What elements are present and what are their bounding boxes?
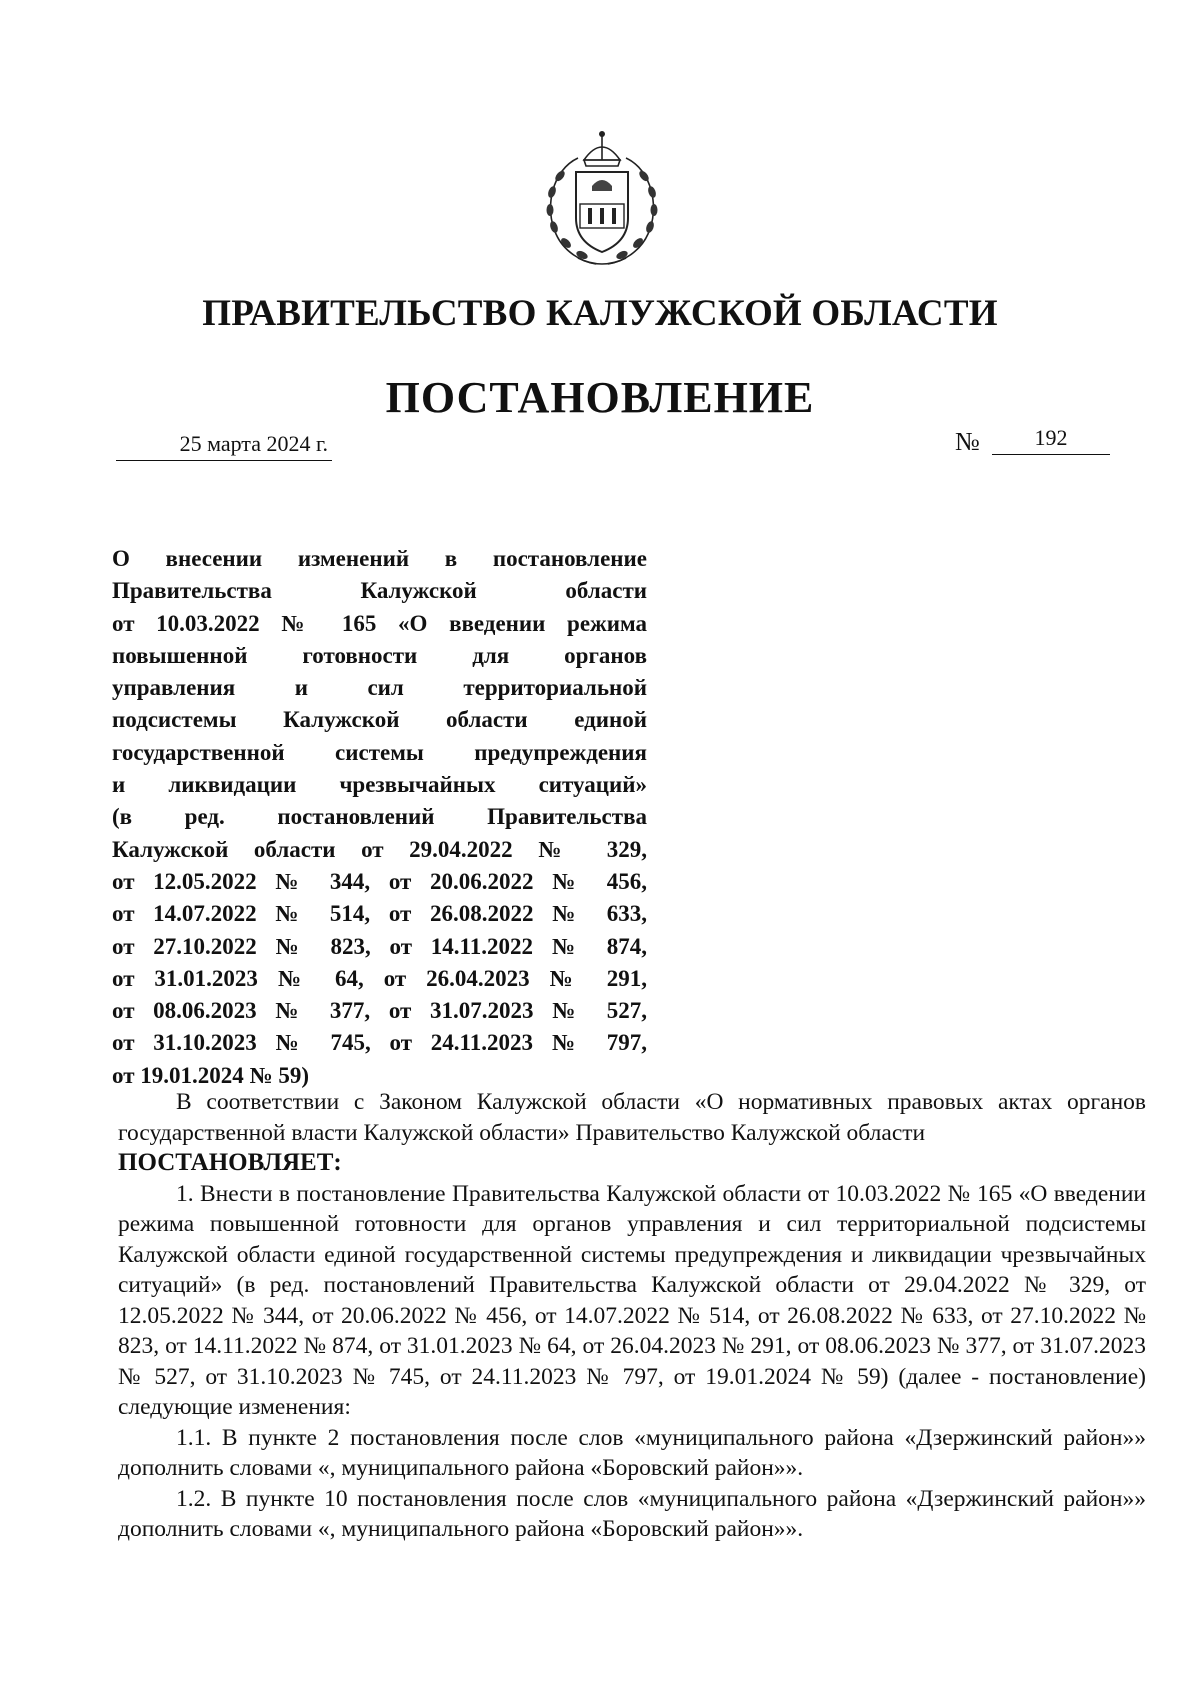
document-date: 25 марта 2024 г.	[116, 427, 332, 461]
item-1-2-paragraph: 1.2. В пункте 10 постановления после слов «муниципального района «Дзержинский район»» дополнить словами «, муниципального района «Боровский район»».	[118, 1485, 1146, 1542]
item-1-paragraph: 1. Внести в постановление Правительства Калужской области от 10.03.2022 № 165 «О введении режима повышенной готовности для органов управления и сил территориальной подсистемы Калужской области единой государственной системы предупреждения и ликвидации чрезвычайных ситуаций» (в ред. постановлений Правительства Калужской области от 29.04.2022 № 329, от 12.05.2022 № 344, от 20.06.2022 № 456, от 14.07.2022 № 514, от 26.08.2022 № 633, от 27.10.2022 № 823, от 14.11.2022 № 874, от 31.01.2023 № 64, от 26.04.2023 № 291, от 08.06.2023 № 377, от 31.07.2023 № 527, от 31.10.2023 № 745, от 24.11.2023 № 797, от 19.01.2024 № 59) (далее - постановление) следующие изменения:	[118, 1180, 1146, 1420]
document-body	[118, 1087, 1146, 1545]
subject-line: государственной системы предупреждения	[112, 739, 647, 765]
document-number-label: №	[955, 427, 980, 456]
subject-line: от 27.10.2022 № 823, от 14.11.2022 № 874,	[112, 933, 647, 959]
decree-word: ПОСТАНОВЛЯЕТ:	[118, 1149, 342, 1176]
document-subject	[112, 543, 647, 1092]
subject-line: от 08.06.2023 № 377, от 31.07.2023 № 527,	[112, 998, 647, 1024]
subject-line: Калужской области от 29.04.2022 № 329,	[112, 836, 647, 862]
document-number: 192	[992, 421, 1110, 455]
coat-of-arms-emblem-icon	[538, 130, 666, 270]
subject-line: от 31.10.2023 № 745, от 24.11.2023 № 797,	[112, 1030, 647, 1056]
subject-line: Правительства Калужской области	[112, 578, 647, 604]
document-type-title: ПОСТАНОВЛЕНИЕ	[385, 373, 815, 422]
organization-title: ПРАВИТЕЛЬСТВО КАЛУЖСКОЙ ОБЛАСТИ	[202, 293, 998, 334]
subject-line: от 12.05.2022 № 344, от 20.06.2022 № 456,	[112, 868, 647, 894]
subject-line: от 14.07.2022 № 514, от 26.08.2022 № 633,	[112, 901, 647, 927]
subject-line: от 10.03.2022 № 165 «О введении режима	[112, 610, 647, 636]
subject-line: повышенной готовности для органов	[112, 642, 647, 668]
subject-line: подсистемы Калужской области единой	[112, 707, 647, 733]
subject-line: от 31.01.2023 № 64, от 26.04.2023 № 291,	[112, 965, 647, 991]
subject-line: управления и сил территориальной	[112, 675, 647, 701]
item-1-1-paragraph: 1.1. В пункте 2 постановления после слов «муниципального района «Дзержинский район»» дополнить словами «, муниципального района «Боровский район»».	[118, 1424, 1146, 1481]
subject-line: О внесении изменений в постановление	[112, 546, 647, 571]
preamble-paragraph: В соответствии с Законом Калужской области «О нормативных правовых актах органов государственной власти Калужской области» Правительство Калужской области	[118, 1089, 1146, 1146]
subject-line: от 19.01.2024 № 59)	[112, 1062, 310, 1088]
subject-line: и ликвидации чрезвычайных ситуаций»	[112, 772, 647, 798]
subject-line: (в ред. постановлений Правительства	[112, 804, 647, 830]
